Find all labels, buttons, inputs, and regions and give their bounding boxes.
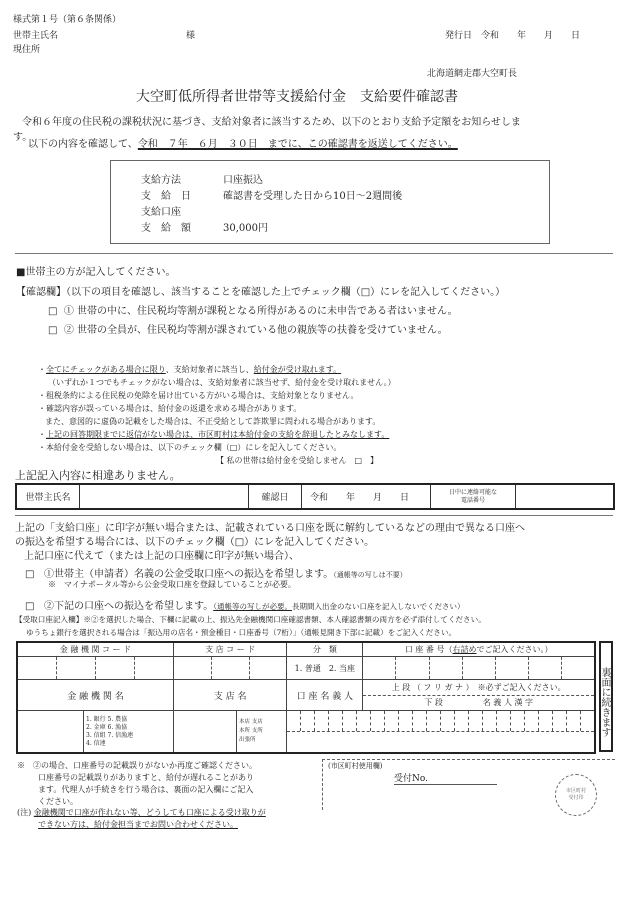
- intro-line3-prefix: 以下の内容を確認して、: [28, 139, 138, 150]
- divider: [15, 515, 613, 516]
- account-no-suffix: でご記入ください。）: [476, 645, 553, 654]
- bank-type: 2. 金庫 6. 漁協: [86, 723, 128, 731]
- page-title: 大空町低所得者世帯等支援給付金 支給要件確認書: [136, 89, 458, 105]
- note-4-text: 上記の回答期限までに返信がない場合は、市区町村は本給付金の支給を辞退したとみなします。: [46, 430, 390, 439]
- summary-value: 口座振込: [223, 175, 263, 186]
- summary-value: 30,000円: [223, 223, 268, 234]
- decline-checkbox[interactable]: 【 私の世帯は給付金を受給しません □ 】: [216, 456, 379, 465]
- bank-type: 4. 信連: [86, 739, 106, 747]
- note-4: ・上記の回答期限までに返信がない場合は、市区町村は本給付金の支給を辞退したとみなします。: [38, 430, 390, 439]
- stamp-line1: 市区町村: [565, 788, 586, 794]
- footer-note-2: 口座番号の記載誤りがありますと、給付が遅れることがあり: [38, 773, 254, 782]
- receive-heading: 【受取口座記入欄】※②を選択した場合、下欄に記載の上、振込先金融機関口座確認書類、本人確認書類の両方を必ず添付してください。: [15, 615, 486, 624]
- branch-type: 本所 支所: [239, 728, 263, 734]
- office-use-label: (市区町村使用欄): [328, 762, 383, 770]
- bank-code-header: 金 融 機 関 コ ー ド: [17, 642, 174, 657]
- intro-line2: す。: [13, 132, 33, 143]
- footer-note-5: [17, 807, 266, 818]
- holder-name-field[interactable]: [287, 711, 595, 754]
- issue-date: 発行日 令和 年 月 日: [445, 31, 581, 41]
- note-1-underline-b: 給付金が受け取れます。: [253, 365, 342, 374]
- branch-code-field[interactable]: [174, 657, 287, 680]
- option-1[interactable]: [25, 565, 407, 580]
- branch-name-header: 支 店 名: [174, 680, 287, 711]
- note-1-underline-a: 全てにチェックがある場合に限り: [46, 365, 166, 374]
- summary-label: 支 給 日: [141, 191, 191, 202]
- branch-type: 本店 支店: [239, 719, 263, 725]
- bank-type: 3. 信組 7. 信漁連: [86, 731, 134, 739]
- check-text: ① 世帯の中に、住民税均等割が課税となる所得があるのに未申告である者はいません。: [63, 306, 458, 317]
- account-change-p2: の振込を希望する場合には、以下のチェック欄（□）にレを記入してください。: [15, 537, 375, 548]
- check-item-2[interactable]: [48, 321, 448, 336]
- phone-label-line1: 日中に連絡可能な: [448, 488, 497, 496]
- divider: [15, 253, 613, 254]
- branch-type: 出張所: [239, 737, 256, 743]
- bank-type: 1. 銀行 5. 農協: [86, 715, 128, 723]
- option-1-small: （通帳等の写しは不要）: [333, 571, 407, 579]
- summary-value: 確認書を受理した日から10日～2週間後: [223, 191, 403, 202]
- note-3-sub: また、意図的に虚偽の記載をした場合は、不正受給として詐欺罪に問われる場合があります。: [45, 417, 381, 426]
- holder-header: 口 座 名 義 人: [287, 680, 363, 711]
- sign-date-label: 確認日: [249, 484, 302, 509]
- account-change-p1: 上記の「支給口座」に印字が無い場合または、記載されている口座を既に解約しているなどの理由で異なる口座へ: [15, 523, 525, 534]
- check-item-1[interactable]: [48, 302, 458, 317]
- footer-note-3: ます。代理人が手続きを行う場合は、裏面の記入欄にご記入: [38, 785, 254, 794]
- note-1-mid: 、支給対象者に該当し、: [165, 365, 254, 374]
- note-2: ・租税条約による住民税の免除を届け出ている方がいる場合は、支給対象となりません。: [38, 391, 359, 400]
- note-1-sub: （いずれか１つでもチェックがない場合は、支給対象者に該当せず、給付金を受け取れません。）: [48, 378, 396, 387]
- receipt-stamp-circle: [555, 774, 597, 816]
- section-heading: ■世帯主の方が記入してください。: [16, 267, 176, 278]
- option-1-note: ※ マイナポータル等から公金受取口座を登録していることが必要。: [48, 580, 296, 589]
- sama-label: 様: [186, 31, 196, 41]
- option-2-small: 長期間入出金のない口座を記入しないでください）: [291, 602, 465, 611]
- checkbox[interactable]: □: [25, 569, 35, 580]
- checkbox[interactable]: □: [48, 306, 58, 317]
- account-change-p3: 上記口座に代えて（または上記の口座欄に印字が無い場合）、: [24, 551, 299, 562]
- phone-label: [431, 484, 516, 509]
- note-3: ・確認内容が誤っている場合は、給付金の返還を求める場合があります。: [38, 404, 302, 413]
- address-label: 現住所: [13, 45, 41, 55]
- sign-name-field[interactable]: [80, 484, 249, 509]
- holder-kana-header: [363, 680, 595, 711]
- intro-line3: [28, 135, 458, 150]
- issuer: 北海道網走郡大空町長: [427, 69, 518, 79]
- note-5: ・本給付金を受給しない場合は、以下のチェック欄（□）にレを記入してください。: [38, 443, 342, 452]
- bank-table: [16, 641, 596, 754]
- option-2[interactable]: [25, 597, 464, 612]
- sign-name-label: 世帯主氏名: [25, 493, 71, 503]
- bank-type-options[interactable]: [84, 711, 174, 754]
- deadline: 令和 ７年 ６月 ３０日 までに、この確認書を返送してください。: [137, 139, 458, 150]
- bank-code-field[interactable]: [17, 657, 174, 680]
- footer-note-6: できない方は、給付金担当までお問い合わせください。: [38, 820, 238, 829]
- declaration: 上記記入内容に相違ありません。: [15, 469, 181, 482]
- form-number: 様式第１号（第６条関係）: [13, 15, 122, 25]
- upper-row-label: 上 段 （ フ リ ガ ナ ） ※必ずご記入ください。: [363, 681, 594, 696]
- phone-label-line2: 電話番号: [460, 496, 485, 504]
- bank-name-field[interactable]: [17, 711, 84, 754]
- receipt-number: 受付No.: [394, 771, 497, 785]
- branch-code-header: 支 店 コ ー ド: [174, 642, 287, 657]
- category-field[interactable]: 1. 普通 2. 当座: [287, 657, 363, 680]
- confirm-heading: 【確認欄】（以下の項目を確認し、該当することを確認した上でチェック欄（□）にレを記入してください。）: [16, 287, 506, 298]
- footer-note-4: ください。: [38, 797, 78, 806]
- check-text: ② 世帯の全員が、住民税均等割が課されている他の親族等の扶養を受けていません。: [63, 325, 448, 336]
- intro-line1: 令和６年度の住民税の課税状況に基づき、支給対象者に該当するため、以下のとおり支給予定額をお知らせしま: [22, 117, 521, 128]
- footer-note-5-text: 金融機関で口座が作れない等、どうしても口座による受け取りが: [33, 808, 266, 817]
- footer-note-5-prefix: (注): [17, 808, 32, 817]
- stamp-line2: 受付印: [568, 795, 584, 801]
- summary-label: 支給口座: [141, 207, 181, 218]
- summary-box: [110, 160, 550, 244]
- branch-type-options[interactable]: [237, 711, 287, 754]
- category-header: 分 類: [287, 642, 363, 657]
- summary-label: 支 給 額: [141, 223, 191, 234]
- account-no-prefix: 口 座 番 号（: [404, 645, 453, 654]
- bank-name-header: 金 融 機 関 名: [17, 680, 174, 711]
- signature-table: [15, 483, 615, 510]
- footer-note-1: ※ ②の場合、口座番号の記載誤りがないか再度ご確認ください。: [17, 761, 257, 770]
- account-no-underline: 右詰め: [452, 645, 477, 654]
- checkbox[interactable]: □: [25, 601, 35, 612]
- account-number-header: [363, 642, 595, 657]
- branch-name-field[interactable]: [174, 711, 237, 754]
- yucho-note: ゆうちょ銀行を選択される場合は「振込用の店名・預金種目・口座番号（7桁）」（通帳見開き下部に記載）をご記入ください。: [26, 628, 457, 637]
- checkbox[interactable]: □: [48, 325, 58, 336]
- sign-date-field[interactable]: 令和 年 月 日: [302, 484, 431, 509]
- summary-label: 支給方法: [141, 175, 181, 186]
- householder-label: 世帯主氏名: [13, 31, 59, 41]
- account-number-field[interactable]: [363, 657, 595, 680]
- continue-on-back: 裏面に続きます: [599, 641, 613, 752]
- option-2-small-underlined: （通帳等の写しが必要。: [213, 602, 292, 611]
- note-1: ・全てにチェックがある場合に限り、支給対象者に該当し、給付金が受け取れます。: [38, 365, 342, 374]
- option-1-text: ①世帯主（申請者）名義の公金受取口座への振込を希望します。: [44, 569, 334, 580]
- option-2-text: ②下記の口座への振込を希望します。: [44, 601, 214, 612]
- lower-row-label: 下 段 名 義 人 漢 字: [424, 697, 534, 707]
- phone-field[interactable]: [516, 484, 615, 509]
